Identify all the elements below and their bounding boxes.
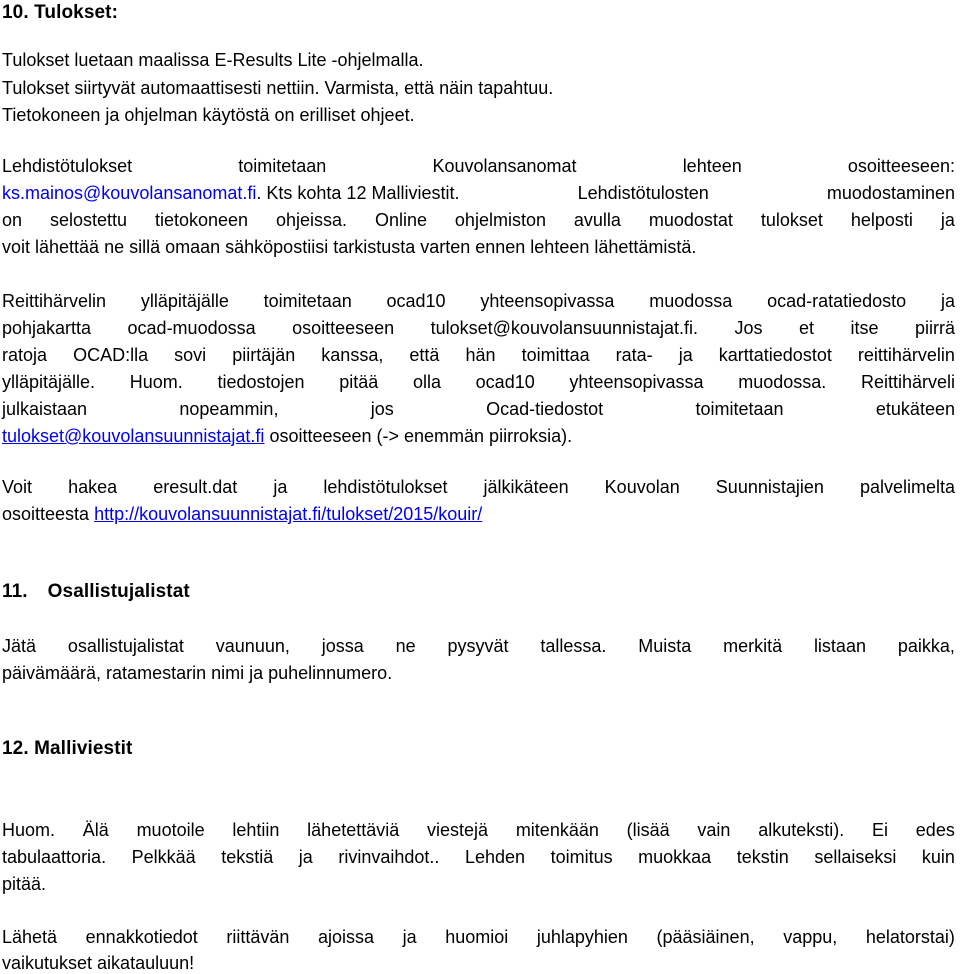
word: alkuteksti). (758, 820, 845, 840)
word: tabulaattoria. (2, 847, 107, 867)
s10-p1-line1: Tulokset luetaan maalissa E-Results Lite -ohjelmalla. (2, 50, 424, 70)
word: listaan (813, 636, 866, 656)
word: muodossa. (738, 372, 827, 392)
word: tallessa. (540, 636, 607, 656)
word: ylläpitäjälle (140, 291, 229, 311)
word: riittävän (226, 927, 290, 947)
word: Ocad-tiedostot (486, 399, 604, 419)
word: Voit (2, 477, 33, 497)
word: ylläpitäjälle. (2, 372, 96, 392)
word: Pelkkää (131, 847, 196, 867)
section-title: Osallistujalistat (47, 581, 190, 602)
word: on (2, 210, 23, 230)
word: ocad10 (475, 372, 535, 392)
word: ohjelmiston (454, 210, 546, 230)
word: pysyvät (447, 636, 509, 656)
word: tekstiä (221, 847, 274, 867)
s10-p4-line2 (2, 503, 482, 525)
word: muodostat (648, 210, 733, 230)
word: etukäteen (875, 399, 955, 419)
word: rata- (615, 345, 653, 365)
word: kanssa, (321, 345, 384, 365)
s10-p1-line3: Tietokoneen ja ohjelman käytöstä on erilliset ohjeet. (2, 105, 415, 125)
word: Kouvolansanomat (432, 156, 577, 176)
word: toimitetaan (695, 399, 784, 419)
word: julkaistaan (2, 399, 88, 419)
word: pohjakartta (2, 318, 92, 338)
word: Jätä (2, 636, 37, 656)
word: (pääsiäinen, (656, 927, 755, 947)
s11-line1 (2, 635, 955, 657)
s10-p3-line2 (2, 317, 955, 339)
word: helposti (850, 210, 913, 230)
s10-p3-line3 (2, 344, 955, 366)
word: huomioi (445, 927, 509, 947)
s10-p3-line1 (2, 290, 955, 312)
word: muodossa (649, 291, 733, 311)
word: pitää (339, 372, 379, 392)
word: Muista (638, 636, 692, 656)
word: tekstin (736, 847, 789, 867)
s10-p2-line3 (2, 209, 955, 231)
word: vappu, (783, 927, 838, 947)
word: viestejä (427, 820, 489, 840)
word: muotoile (136, 820, 205, 840)
word: ocad-muodossa (127, 318, 256, 338)
line-text: osoitteeseen (-> enemmän piirroksia). (264, 426, 573, 446)
word: lehdistötulokset (323, 477, 448, 497)
word: paikka, (897, 636, 955, 656)
section-number: 11. (2, 581, 28, 602)
word: ja (678, 345, 693, 365)
word: muokkaa (638, 847, 712, 867)
word: karttatiedostot (718, 345, 832, 365)
word: yhteensopivassa (569, 372, 704, 392)
word: osoitteeseen (292, 318, 395, 338)
word: Huom. (129, 372, 183, 392)
word: eresult.dat (153, 477, 238, 497)
word: ja (940, 291, 955, 311)
s10-p1-line2: Tulokset siirtyvät automaattisesti nettiin. Varmista, että näin tapahtuu. (2, 78, 554, 98)
word: Lähetä (2, 927, 58, 947)
word: jossa (321, 636, 364, 656)
word: ocad10 (386, 291, 446, 311)
word: ocad-ratatiedosto (767, 291, 907, 311)
word: ja (273, 477, 288, 497)
s12-line2 (2, 846, 955, 868)
word: edes (915, 820, 955, 840)
word: . Kts kohta 12 Malliviestit. (256, 183, 460, 203)
s10-p4-line1 (2, 476, 955, 498)
word: Online (374, 210, 427, 230)
s12-line5: vaikutukset aikatauluun! (2, 953, 195, 973)
word: kuin (921, 847, 955, 867)
word: lähetettäviä (307, 820, 400, 840)
word: ne (395, 636, 416, 656)
word: osallistujalistat (67, 636, 184, 656)
word: lehtiin (232, 820, 280, 840)
word: nopeammin, (179, 399, 279, 419)
word: ratoja (2, 345, 48, 365)
s10-p2-line4: voit lähettää ne sillä omaan sähköpostiisi tarkistusta varten ennen lehteen lähettämistä. (2, 237, 697, 257)
word: sellaiseksi (814, 847, 897, 867)
word: piirrä (914, 318, 955, 338)
word: Lehdistötulokset (2, 156, 133, 176)
word: OCAD:lla (73, 345, 149, 365)
word: sovi (174, 345, 207, 365)
word: mitenkään (515, 820, 599, 840)
word: tietokoneen (154, 210, 249, 230)
email-press-segment (2, 182, 459, 204)
word: ja (298, 847, 313, 867)
word: juhlapyhien (536, 927, 628, 947)
word: Älä (82, 820, 109, 840)
word: Kouvolan (604, 477, 680, 497)
word: toimitetaan (238, 156, 327, 176)
word: itse (850, 318, 879, 338)
word: ohjeissa. (275, 210, 348, 230)
s10-p2-line1 (2, 155, 955, 177)
word: Jos (734, 318, 763, 338)
word: rivinvaihdot.. (338, 847, 440, 867)
word: ja (402, 927, 417, 947)
word: toimitetaan (263, 291, 352, 311)
results-url-link[interactable]: http://kouvolansuunnistajat.fi/tulokset/2015/kouir/ (94, 504, 483, 524)
word: merkitä (723, 636, 783, 656)
word: että (409, 345, 440, 365)
word: et (799, 318, 815, 338)
word: Huom. (2, 820, 56, 840)
section-11-heading (2, 581, 190, 603)
word: Lehden (464, 847, 526, 867)
word: Ei (872, 820, 889, 840)
word: ennakkotiedot (85, 927, 198, 947)
word: Lehdistötulosten (577, 183, 709, 203)
s10-p3-line6 (2, 425, 572, 447)
word: lehteen (682, 156, 742, 176)
word: vain (697, 820, 731, 840)
word: ja (940, 210, 955, 230)
word: olla (412, 372, 441, 392)
word: vaunuun, (215, 636, 290, 656)
word: (lisää (626, 820, 670, 840)
s10-p3-line5 (2, 398, 955, 420)
s12-line1 (2, 819, 955, 841)
word: osoitteeseen: (847, 156, 955, 176)
word: hän (465, 345, 496, 365)
s10-p3-line4 (2, 371, 955, 393)
word: palvelimelta (859, 477, 955, 497)
word: toimitus (550, 847, 613, 867)
s10-p2-line2 (2, 182, 955, 204)
section-12-heading: 12. Malliviestit (2, 738, 133, 759)
word: toimittaa (521, 345, 590, 365)
s11-line2: päivämäärä, ratamestarin nimi ja puhelinnumero. (2, 663, 393, 683)
word: Reittihärveli (860, 372, 955, 392)
word: selostettu (49, 210, 128, 230)
word: tulokset@kouvolansuunnistajat.fi. (430, 318, 699, 338)
word: yhteensopivassa (480, 291, 615, 311)
line-text: osoitteesta (2, 504, 95, 524)
word: helatorstai) (865, 927, 955, 947)
word: tulokset (760, 210, 823, 230)
word: Suunnistajien (715, 477, 824, 497)
word: Reittihärvelin (2, 291, 107, 311)
word: ajoissa (317, 927, 374, 947)
s12-line3: pitää. (2, 874, 47, 894)
word: piirtäjän (232, 345, 296, 365)
word: avulla (573, 210, 621, 230)
word: jälkikäteen (483, 477, 569, 497)
word: jos (370, 399, 394, 419)
word: tiedostojen (217, 372, 305, 392)
s12-line4 (2, 926, 955, 948)
press-email-link[interactable]: ks.mainos@kouvolansanomat.fi (2, 183, 257, 203)
word: reittihärvelin (857, 345, 955, 365)
word: muodostaminen (826, 183, 955, 203)
section-10-heading: 10. Tulokset: (2, 2, 119, 23)
word: hakea (68, 477, 118, 497)
results-email-link[interactable]: tulokset@kouvolansuunnistajat.fi (2, 426, 265, 446)
